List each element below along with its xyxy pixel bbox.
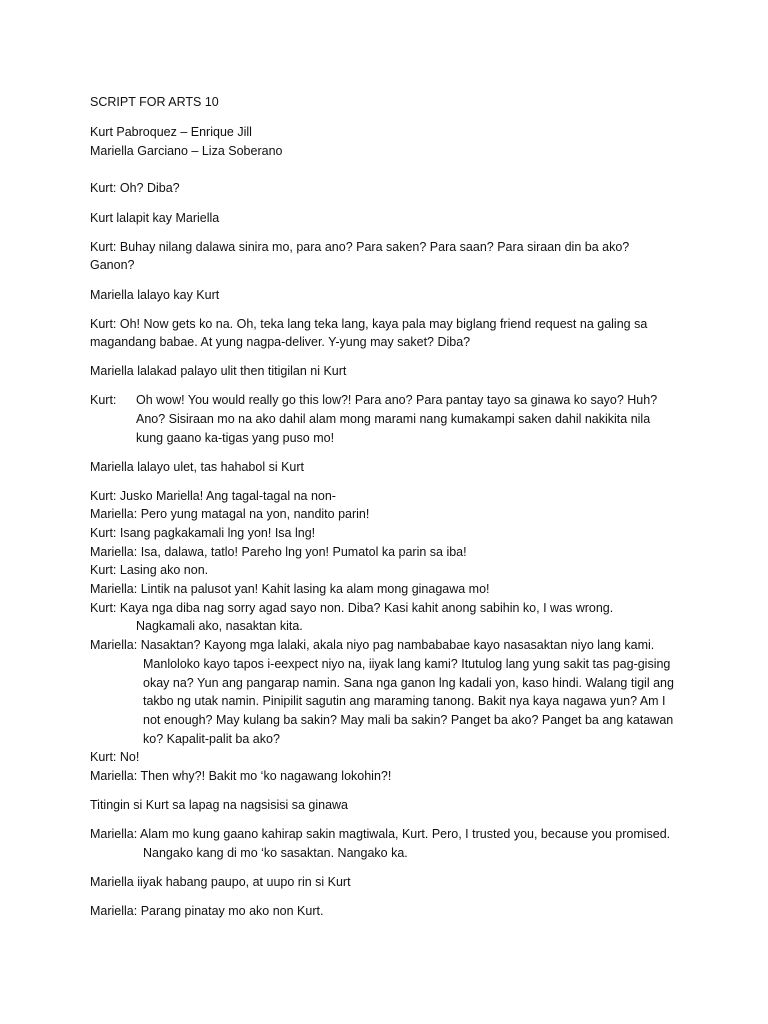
script-line: Kurt: Lasing ako non.	[90, 563, 209, 577]
script-line: Mariella: Nasaktan? Kayong mga lalaki, akala niyo pag nambababae kayo nasasaktan niyo lang kami.	[90, 638, 655, 652]
script-line: Mariella: Alam mo kung gaano kahirap sakin magtiwala, Kurt. Pero, I trusted you, because you promised.	[90, 827, 671, 841]
script-line: Mariella: Then why?! Bakit mo ‘ko nagawang lokohin?!	[90, 769, 392, 783]
script-line: Kurt: Jusko Mariella! Ang tagal-tagal na non-	[90, 489, 336, 503]
script-line-continuation: okay na? Yun ang pangarap namin. Sana nga ganon lng kadali yon, kaso hindi. Walang tigil ang	[143, 676, 674, 690]
script-line-continuation: not enough? May kulang ba sakin? May mali ba sakin? Panget ba ako? Panget ba ang katawan	[143, 713, 674, 727]
stage-direction: Mariella lalayo kay Kurt	[90, 288, 220, 302]
speaker-label: Kurt:	[90, 393, 117, 407]
cast-line-1: Kurt Pabroquez – Enrique Jill	[90, 125, 252, 139]
script-line: Kurt: Oh! Now gets ko na. Oh, teka lang teka lang, kaya pala may biglang friend request na galing sa	[90, 317, 648, 331]
script-line-continuation: Manloloko kayo tapos i-eexpect niyo na, iiyak lang kami? Itutulog lang yung sakit tas pag-gising	[143, 657, 671, 671]
script-line-continuation: Ano? Sisiraan mo na ako dahil alam mong marami nang kumakampi saken dahil nakikita nila	[136, 412, 651, 426]
stage-direction: Mariella lalayo ulet, tas hahabol si Kurt	[90, 460, 305, 474]
script-line-continuation: magandang babae. At yung nagpa-deliver. Y-yung may saket? Diba?	[90, 335, 471, 349]
script-line: Mariella: Pero yung matagal na yon, nandito parin!	[90, 507, 370, 521]
script-line: Kurt: Isang pagkakamali lng yon! Isa lng!	[90, 526, 316, 540]
script-line: Kurt: No!	[90, 750, 140, 764]
stage-direction: Kurt lalapit kay Mariella	[90, 211, 220, 225]
script-line-continuation: kung gaano ka-tigas yang puso mo!	[136, 431, 335, 445]
script-line: Kurt: Buhay nilang dalawa sinira mo, para ano? Para saken? Para saan? Para siraan din ba ako?	[90, 240, 630, 254]
script-line: Oh wow! You would really go this low?! Para ano? Para pantay tayo sa ginawa ko sayo? Huh?	[136, 393, 658, 407]
script-line-continuation: Nagkamali ako, nasaktan kita.	[136, 619, 303, 633]
cast-line-2: Mariella Garciano – Liza Soberano	[90, 144, 283, 158]
script-line: Mariella: Parang pinatay mo ako non Kurt.	[90, 904, 324, 918]
script-line-continuation: Ganon?	[90, 258, 135, 272]
document-title: SCRIPT FOR ARTS 10	[90, 95, 219, 109]
script-line: Kurt: Oh? Diba?	[90, 181, 180, 195]
stage-direction: Mariella lalakad palayo ulit then titigilan ni Kurt	[90, 364, 347, 378]
stage-direction: Titingin si Kurt sa lapag na nagsisisi sa ginawa	[90, 798, 349, 812]
script-line: Mariella: Isa, dalawa, tatlo! Pareho lng yon! Pumatol ka parin sa iba!	[90, 545, 467, 559]
script-line-continuation: Nangako kang di mo ‘ko sasaktan. Nangako ka.	[143, 846, 408, 860]
script-line-continuation: takbo ng utak namin. Pinipilit sagutin ang maraming tanong. Bakit nya kaya nagawa yun? Am I	[143, 694, 666, 708]
script-line: Kurt: Kaya nga diba nag sorry agad sayo non. Diba? Kasi kahit anong sabihin ko, I was wrong.	[90, 601, 614, 615]
script-line: Mariella: Lintik na palusot yan! Kahit lasing ka alam mong ginagawa mo!	[90, 582, 490, 596]
stage-direction: Mariella iiyak habang paupo, at uupo rin si Kurt	[90, 875, 351, 889]
script-line-continuation: ko? Kapalit-palit ba ako?	[143, 732, 280, 746]
